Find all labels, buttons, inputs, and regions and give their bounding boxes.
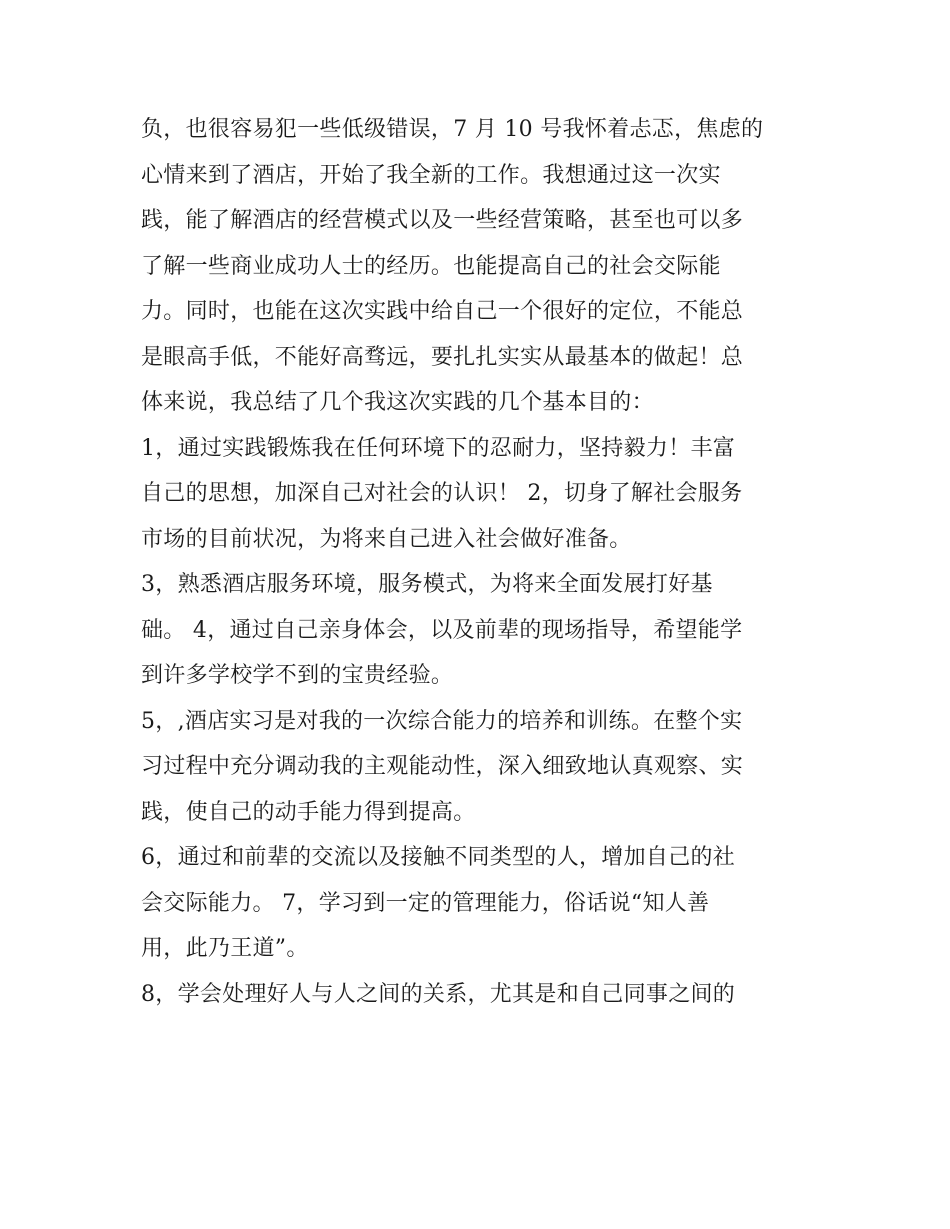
- text-line: 是眼高手低，不能好高骛远，要扎扎实实从最基本的做起！总: [141, 344, 744, 370]
- text-line: 1，通过实践锻炼我在任何环境下的忍耐力，坚持毅力！丰富: [141, 435, 736, 461]
- text-line: 3，熟悉酒店服务环境，服务模式，为将来全面发展打好基: [141, 572, 713, 597]
- text-line: 8，学会处理好人与人之间的关系，尤其是和自己同事之间的: [141, 981, 736, 1007]
- text-line: 力。同时，也能在这次实践中给自己一个很好的定位，不能总: [141, 299, 744, 324]
- text-line: 践，能了解酒店的经营模式以及一些经营策略，甚至也可以多: [141, 208, 744, 233]
- text-line: 到许多学校学不到的宝贵经验。: [141, 663, 454, 688]
- text-line: 习过程中充分调动我的主观能动性，深入细致地认真观察、实: [141, 754, 744, 779]
- text-line: 会交际能力。 7，学习到一定的管理能力，俗话说“知人善: [141, 890, 710, 916]
- text-line: 5，,酒店实习是对我的一次综合能力的培养和训练。在整个实: [141, 708, 743, 734]
- text-line: 市场的目前状况，为将来自己进入社会做好准备。: [141, 526, 632, 552]
- text-line: 础。 4，通过自己亲身体会，以及前辈的现场指导，希望能学: [141, 617, 743, 643]
- text-line: 用，此乃王道”。: [141, 936, 309, 961]
- text-line: 了解一些商业成功人士的经历。也能提高自己的社会交际能: [141, 253, 721, 279]
- text-line: 负，也很容易犯一些低级错误，7 月 10 号我怀着忐忑，焦虑的: [141, 117, 764, 142]
- text-line: 心情来到了酒店，开始了我全新的工作。我想通过这一次实: [141, 162, 721, 188]
- text-line: 践，使自己的动手能力得到提高。: [141, 799, 476, 825]
- text-line: 6，通过和前辈的交流以及接触不同类型的人，增加自己的社: [141, 845, 736, 870]
- text-line: 体来说，我总结了几个我这次实践的几个基本目的：: [141, 390, 654, 415]
- text-line: 自己的思想，加深自己对社会的认识！ 2，切身了解社会服务: [141, 481, 743, 506]
- document-body: [141, 107, 821, 1017]
